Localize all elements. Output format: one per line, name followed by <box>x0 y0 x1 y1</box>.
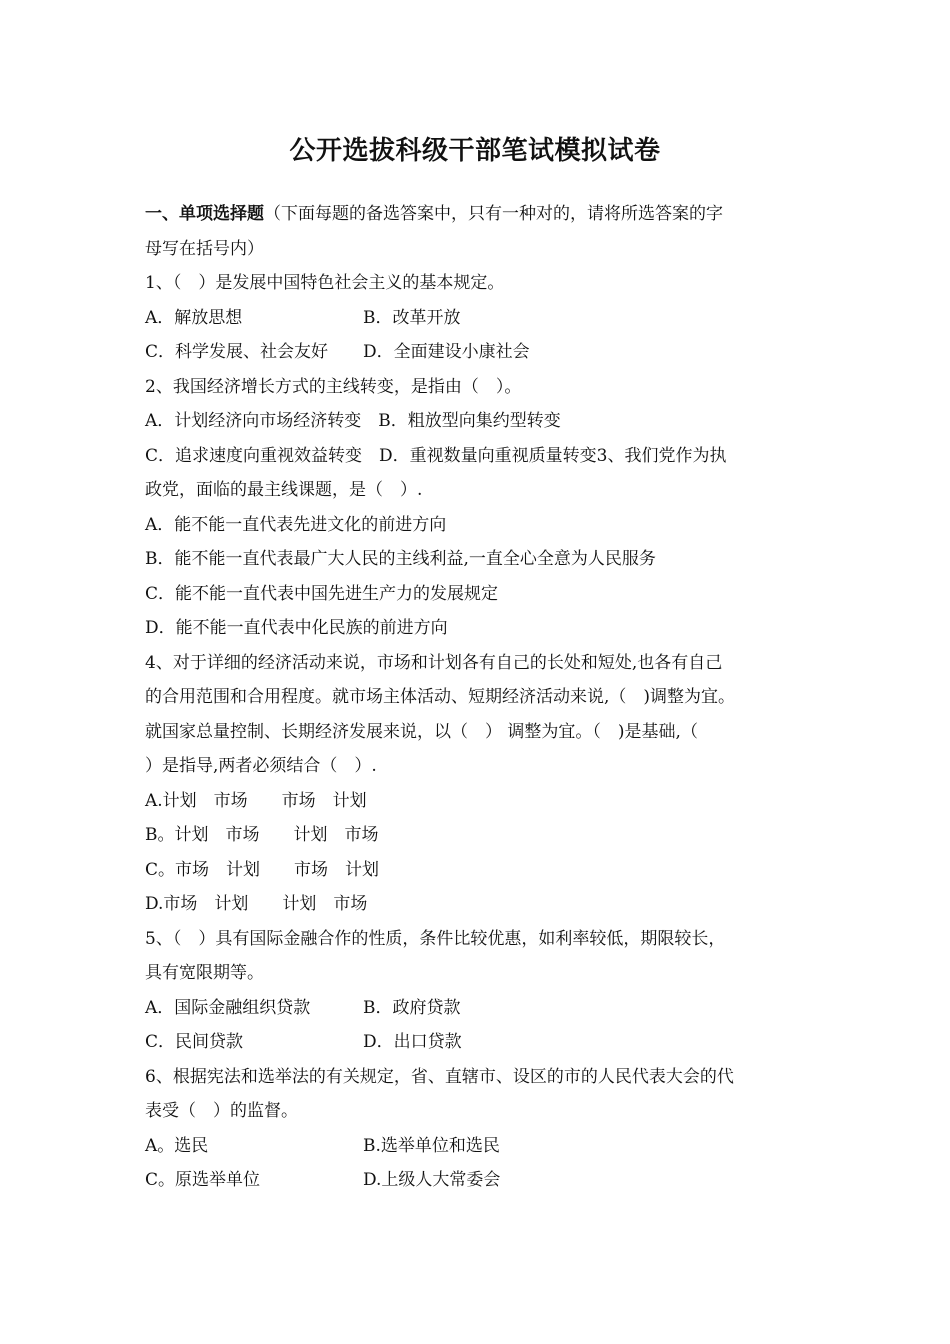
option-b: B．改革开放 <box>363 307 461 328</box>
question-4-line-3: 就国家总量控制、长期经济发展来说，以（ ） 调整为宜。（ )是基础,（ <box>145 721 698 742</box>
question-6-line-1: 6、根据宪法和选举法的有关规定，省、直辖市、设区的市的人民代表大会的代 <box>145 1066 734 1087</box>
option-b: B.选举单位和选民 <box>363 1135 500 1156</box>
option-d: D．出口贷款 <box>363 1032 462 1052</box>
option-c: C．科学发展、社会友好 <box>145 342 329 362</box>
question-3-option-c: C．能不能一直代表中国先进生产力的发展规定 <box>145 583 499 604</box>
section-instruction: （下面每题的备选答案中，只有一种对的，请将所选答案的字 <box>264 204 723 224</box>
question-6-options-cd <box>145 1163 815 1198</box>
question-5-line-1: 5、（ ）具有国际金融合作的性质，条件比较优惠，如利率较低，期限较长， <box>145 928 726 949</box>
question-4-line-2: 的合用范围和合用程度。就市场主体活动、短期经济活动来说,（ )调整为宜。 <box>145 687 736 707</box>
question-6-options-ab <box>145 1129 815 1164</box>
option-a: A。选民 <box>145 1135 209 1156</box>
question-4-option-a: A.计划 市场 市场 计划 <box>145 790 367 811</box>
question-4-line-1: 4、对于详细的经济活动来说，市场和计划各有自己的长处和短处,也各有自己 <box>145 652 723 673</box>
question-4-line-4: ）是指导,两者必须结合（ ）. <box>145 756 377 776</box>
question-section <box>145 197 815 1198</box>
question-4-option-d: D.市场 计划 计划 市场 <box>145 894 368 914</box>
option-a: A．国际金融组织贷款 <box>145 997 311 1018</box>
question-2-options-ab: A．计划经济向市场经济转变 B．粗放型向集约型转变 <box>145 411 561 431</box>
question-1-options-ab <box>145 301 815 336</box>
question-6-line-2: 表受（ ）的监督。 <box>145 1101 298 1121</box>
section-instruction-cont: 母写在括号内） <box>145 238 264 259</box>
question-3-option-a: A．能不能一直代表先进文化的前进方向 <box>145 514 447 535</box>
question-5-line-2: 具有宽限期等。 <box>145 963 264 983</box>
question-5-options-cd <box>145 1025 815 1060</box>
question-4-option-b: B。计划 市场 计划 市场 <box>145 825 379 845</box>
question-5-options-ab <box>145 991 815 1026</box>
question-1-options-cd <box>145 335 815 370</box>
option-d: D．全面建设小康社会 <box>363 342 530 362</box>
option-c: C。原选举单位 <box>145 1170 261 1190</box>
section-heading: 一、单项选择题 <box>145 204 264 224</box>
question-4-option-c: C。市场 计划 市场 计划 <box>145 859 380 880</box>
option-c: C．民间贷款 <box>145 1032 244 1052</box>
question-3-option-b: B．能不能一直代表最广大人民的主线利益,一直全心全意为人民服务 <box>145 549 656 569</box>
question-1: 1、（ ）是发展中国特色社会主义的基本规定。 <box>145 273 505 293</box>
section-heading-line <box>145 197 815 232</box>
question-2: 2、我国经济增长方式的主线转变，是指由（ ）。 <box>145 376 522 397</box>
question-2-options-cd: C．追求速度向重视效益转变 D．重视数量向重视质量转变3、我们党作为执 <box>145 445 727 466</box>
option-a: A．解放思想 <box>145 307 243 328</box>
question-3-option-d: D．能不能一直代表中化民族的前进方向 <box>145 618 448 638</box>
option-d: D.上级人大常委会 <box>363 1170 501 1190</box>
option-b: B．政府贷款 <box>363 997 461 1018</box>
document-title: 公开选拔科级干部笔试模拟试卷 <box>289 136 661 166</box>
question-3: 政党，面临的最主线课题，是（ ）. <box>145 480 423 500</box>
